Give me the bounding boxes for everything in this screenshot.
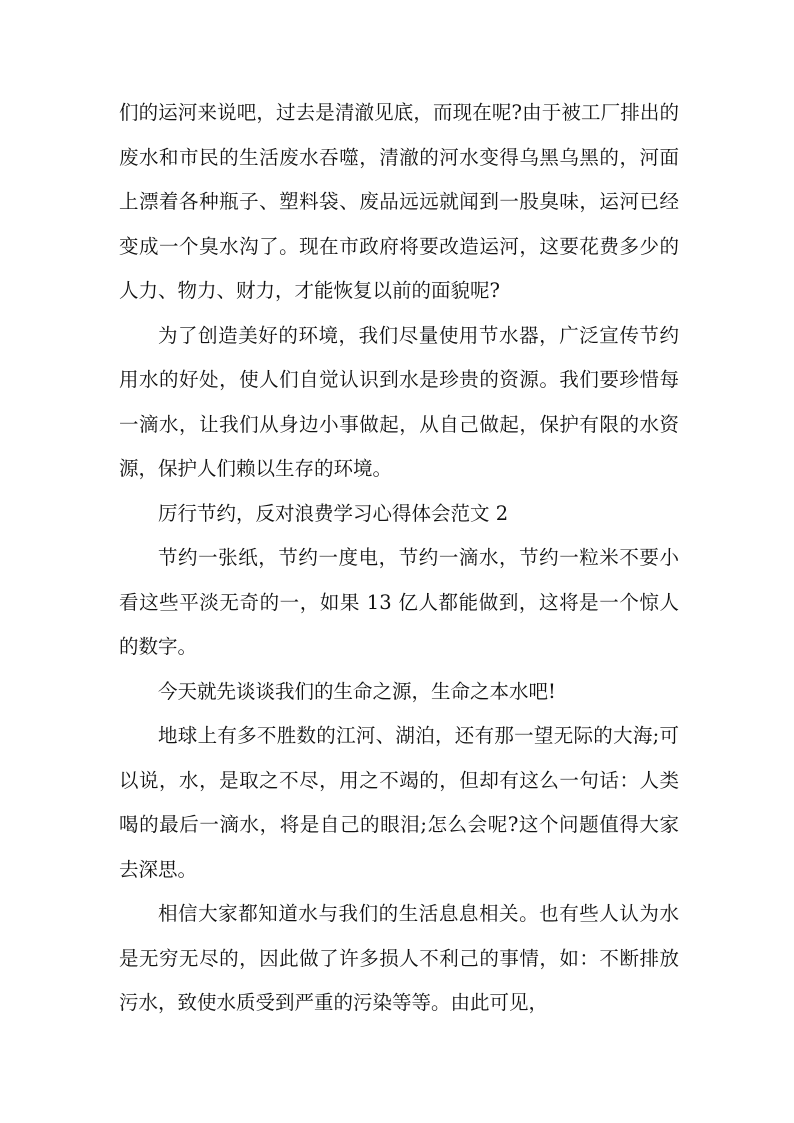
paragraph-3: 节约一张纸，节约一度电，节约一滴水，节约一粒米不要小看这些平淡无奇的一，如果 13 亿人都能做到，这将是一个惊人的数字。 <box>119 546 679 658</box>
paragraph-6: 相信大家都知道水与我们的生活息息相关。也有些人认为水是无穷无尽的，因此做了许多损人不利己的事情，如：不断排放污水，致使水质受到严重的污染等等。由此可见， <box>119 902 679 1014</box>
paragraph-2: 为了创造美好的环境，我们尽量使用节水器，广泛宣传节约用水的好处，使人们自觉认识到水是珍贵的资源。我们要珍惜每一滴水，让我们从身边小事做起，从自己做起，保护有限的水资源，保护人们赖以生存的环境。 <box>119 323 679 480</box>
document-body <box>119 91 679 1026</box>
paragraph-1: 们的运河来说吧，过去是清澈见底，而现在呢?由于被工厂排出的废水和市民的生活废水吞噬，清澈的河水变得乌黑乌黑的，河面上漂着各种瓶子、塑料袋、废品远远就闻到一股臭味，运河已经变成一个臭水沟了。现在市政府将要改造运河，这要花费多少的人力、物力、财力，才能恢复以前的面貌呢? <box>119 101 679 302</box>
section-heading: 厉行节约，反对浪费学习心得体会范文 2 <box>158 501 509 525</box>
paragraph-5: 地球上有多不胜数的江河、湖泊，还有那一望无际的大海;可以说，水，是取之不尽，用之不竭的，但却有这么一句话：人类喝的最后一滴水，将是自己的眼泪;怎么会呢?这个问题值得大家去深思。 <box>119 724 679 881</box>
paragraph-4: 今天就先谈谈我们的生命之源，生命之本水吧! <box>158 679 556 703</box>
